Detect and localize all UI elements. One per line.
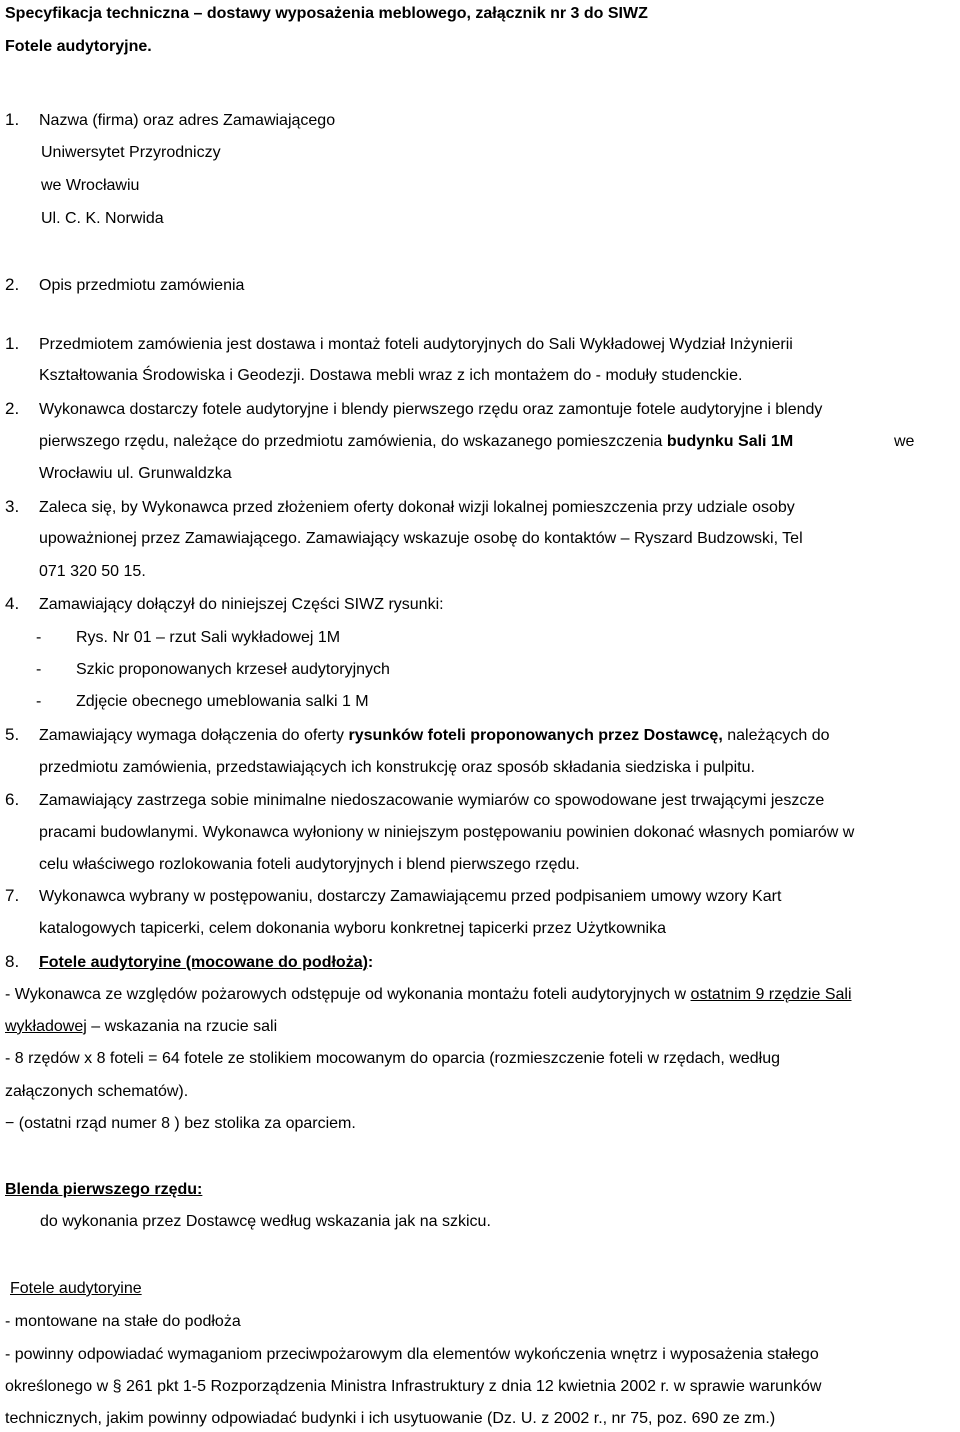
item-text: Zaleca się, by Wykonawca przed złożeniem oferty dokonał wizji lokalnej pomieszczenia przy udziale osoby [39,499,795,516]
list-item-4 [5,594,444,615]
item-text-continued: celu właściwego rozlokowania foteli audytoryjnych i blend pierwszego rzędu. [39,856,580,873]
paragraph-line [5,985,852,1005]
section-2-heading [5,275,244,296]
paragraph-line: określonego w § 261 pkt 1-5 Rozporządzenia Ministra Infrastruktury z dnia 12 kwietnia 2002 r. w sprawie warunków [5,1378,822,1395]
list-item-2 [5,399,822,420]
item-text: Zamawiający zastrzega sobie minimalne niedoszacowanie wymiarów co spowodowane jest trwającymi jeszcze [39,792,825,809]
item-number: 2. [5,399,20,418]
list-item-7 [5,886,781,907]
sub-item: Szkic proponowanych krzeseł audytoryjnych [76,661,390,678]
item-number: 6. [5,790,20,809]
section-1-title: Nazwa (firma) oraz adres Zamawiającego [39,112,336,129]
section-1-number: 1. [5,110,20,129]
section-1-heading [5,110,335,131]
paragraph-line: − (ostatni rząd numer 8 ) bez stolika za oparciem. [5,1115,356,1132]
item-text-continued: pracami budowlanymi. Wykonawca wyłoniony w niniejszym postępowaniu powinien dokonać własnych pomiarów w [39,824,855,841]
paragraph-underlined: ostatnim 9 rzędzie Sali [690,986,852,1003]
address-line: Ul. C. K. Norwida [41,210,164,227]
address-line: Uniwersytet Przyrodniczy [41,144,221,161]
item-text-continued: katalogowych tapicerki, celem dokonania wyboru konkretnej tapicerki przez Użytkownika [39,920,666,937]
item-text-tail: we [894,433,915,450]
paragraph-underlined: wykładowej [5,1018,87,1035]
room-name: budynku Sali 1M [666,433,794,450]
list-item-8 [5,952,373,973]
item-text: Wykonawca wybrany w postępowaniu, dostarczy Zamawiającemu przed podpisaniem umowy wzory Kart [39,888,782,905]
item-text-continued: Kształtowania Środowiska i Geodezji. Dostawa mebli wraz z ich montażem do - moduły studenckie. [39,367,743,384]
item-text-continued: Wrocławiu ul. Grunwaldzka [39,465,232,482]
list-item-1 [5,334,793,355]
paragraph-line [5,1017,277,1037]
item-heading: Fotele audytoryine (mocowane do podłoża) [39,954,368,971]
item-number: 3. [5,497,20,516]
sub-item-dash: - [36,693,42,710]
item-text-continued: 071 320 50 15. [39,563,146,580]
item-text-continued [39,432,793,452]
sub-item-dash: - [36,661,42,678]
sub-item: Rys. Nr 01 – rzut Sali wykładowej 1M [76,629,341,646]
sub-item-dash: - [36,629,42,646]
sub-item: Zdjęcie obecnego umeblowania salki 1 M [76,693,369,710]
item-text-continued: przedmiotu zamówienia, przedstawiających ich konstrukcję oraz sposób składania siedziska i pulpitu. [39,759,755,776]
item-text: Zamawiający wymaga dołączenia do oferty [39,727,349,744]
item-text: Wykonawca dostarczy fotele audytoryjne i blendy pierwszego rzędu oraz zamontuje fotele audytoryjne i blendy [39,401,823,418]
item-emphasis: rysunków foteli proponowanych przez Dostawcę, [348,727,723,744]
item-heading-colon: : [367,954,374,971]
item-text: Zamawiający dołączył do niniejszej Części SIWZ rysunki: [39,596,444,613]
item-number: 7. [5,886,20,905]
paragraph-line: załączonych schematów). [5,1083,189,1100]
blenda-heading: Blenda pierwszego rzędu: [5,1181,203,1198]
item-text-continued: upoważnionej przez Zamawiającego. Zamawiający wskazuje osobę do kontaktów – Ryszard Budzowski, Tel [39,530,803,547]
document-subtitle: Fotele audytoryjne. [5,38,152,55]
item-number: 4. [5,594,20,613]
list-item-6 [5,790,824,811]
fotele-heading: Fotele audytoryine [10,1280,142,1297]
item-number: 5. [5,725,20,744]
address-line: we Wrocławiu [41,177,140,194]
paragraph-line: - 8 rzędów x 8 foteli = 64 fotele ze stolikiem mocowanym do oparcia (rozmieszczenie foteli w rzędach, według [5,1050,781,1067]
item-number: 1. [5,334,20,353]
item-text: należących do [722,727,830,744]
paragraph-text: - Wykonawca ze względów pożarowych odstępuje od wykonania montażu foteli audytoryjnych w [5,986,691,1003]
list-item-3 [5,497,795,518]
item-number: 8. [5,952,20,971]
item-text: Przedmiotem zamówienia jest dostawa i montaż foteli audytoryjnych do Sali Wykładowej Wydział Inżynierii [39,336,793,353]
document-title: Specyfikacja techniczna – dostawy wyposażenia meblowego, załącznik nr 3 do SIWZ [5,5,648,22]
paragraph-text: – wskazania na rzucie sali [86,1018,278,1035]
section-2-title: Opis przedmiotu zamówienia [39,277,245,294]
paragraph-line: technicznych, jakim powinny odpowiadać budynki i ich usytuowanie (Dz. U. z 2002 r., nr 75, poz. 690 ze zm.) [5,1410,776,1427]
blenda-text: do wykonania przez Dostawcę według wskazania jak na szkicu. [40,1213,491,1230]
item-text: pierwszego rzędu, należące do przedmiotu zamówienia, do wskazanego pomieszczenia [39,433,667,450]
paragraph-line: - powinny odpowiadać wymaganiom przeciwpożarowym dla elementów wykończenia wnętrz i wyposażenia stałego [5,1346,819,1363]
list-item-5 [5,725,830,746]
paragraph-line: - montowane na stałe do podłoża [5,1313,241,1330]
section-2-number: 2. [5,275,20,294]
